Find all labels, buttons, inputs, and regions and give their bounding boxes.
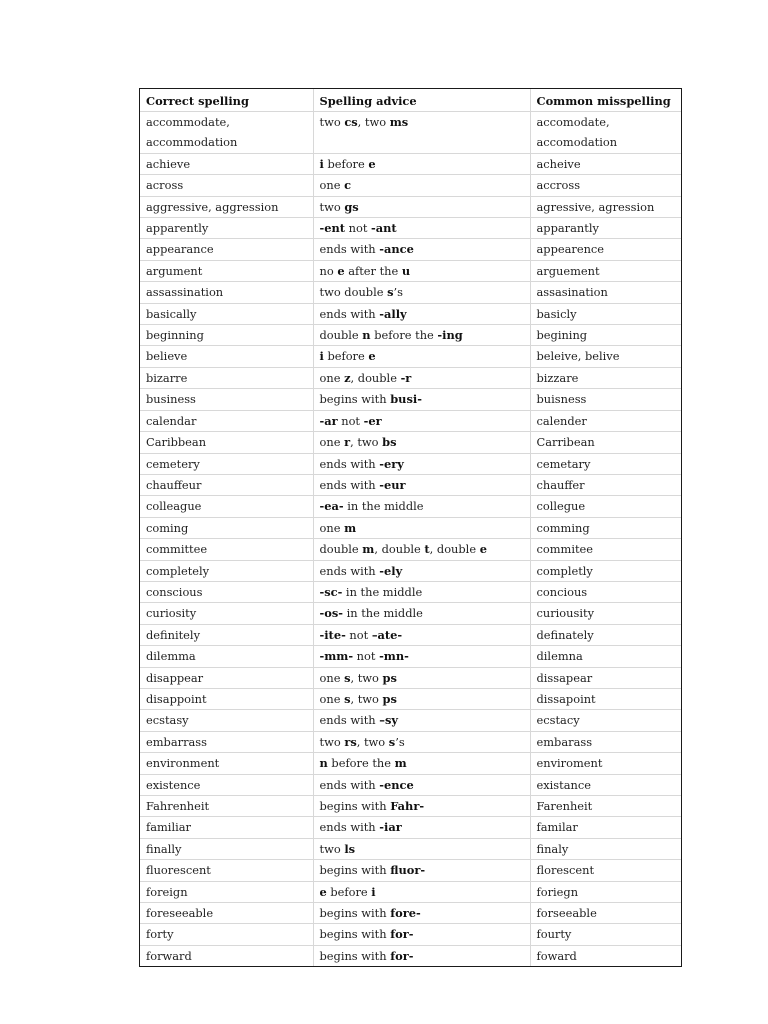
advice-text-fragment: not bbox=[345, 221, 372, 236]
table-row bbox=[140, 945, 681, 966]
cell-common-misspelling: appearence bbox=[530, 239, 681, 260]
advice-bold-fragment: m bbox=[394, 756, 407, 771]
advice-text-fragment: one bbox=[319, 370, 345, 385]
advice-text-fragment: two bbox=[319, 841, 345, 856]
cell-spelling-advice bbox=[313, 496, 530, 517]
cell-spelling-advice bbox=[313, 688, 530, 709]
table-row bbox=[140, 539, 681, 560]
advice-bold-fragment: n bbox=[319, 756, 328, 771]
advice-bold-fragment: s bbox=[387, 285, 394, 300]
cell-common-misspelling: Carribean bbox=[530, 432, 681, 453]
advice-text-fragment: before the bbox=[327, 756, 395, 771]
cell-common-misspelling: florescent bbox=[530, 860, 681, 881]
advice-text-fragment: , two bbox=[350, 670, 383, 685]
cell-correct-spelling: foreign bbox=[140, 881, 313, 902]
advice-text-fragment: ends with bbox=[319, 242, 380, 257]
cell-spelling-advice bbox=[313, 539, 530, 560]
advice-bold-fragment: -sc- bbox=[319, 584, 343, 599]
table-row bbox=[140, 881, 681, 902]
advice-bold-fragment: e bbox=[368, 349, 376, 364]
cell-correct-spelling: argument bbox=[140, 260, 313, 281]
cell-correct-spelling: colleague bbox=[140, 496, 313, 517]
cell-common-misspelling: chauffer bbox=[530, 474, 681, 495]
spelling-table-page bbox=[139, 88, 682, 967]
advice-bold-fragment: ls bbox=[344, 841, 356, 856]
cell-correct-spelling: chauffeur bbox=[140, 474, 313, 495]
advice-bold-fragment: n bbox=[362, 328, 371, 343]
advice-text-fragment: , two bbox=[350, 691, 383, 706]
advice-text-fragment: two bbox=[319, 199, 345, 214]
advice-bold-fragment: for- bbox=[390, 948, 414, 963]
cell-correct-spelling: dilemma bbox=[140, 646, 313, 667]
advice-bold-fragment: busi- bbox=[390, 392, 422, 407]
advice-text-fragment: ends with bbox=[319, 563, 380, 578]
cell-correct-spelling: curiosity bbox=[140, 603, 313, 624]
cell-spelling-advice bbox=[313, 175, 530, 196]
advice-text-fragment: double bbox=[319, 328, 363, 343]
cell-spelling-advice bbox=[313, 924, 530, 945]
cell-spelling-advice bbox=[313, 560, 530, 581]
cell-common-misspelling: fourty bbox=[530, 924, 681, 945]
cell-correct-spelling: aggressive, aggression bbox=[140, 196, 313, 217]
advice-bold-fragment: e bbox=[319, 884, 327, 899]
cell-common-misspelling: accross bbox=[530, 175, 681, 196]
table-row bbox=[140, 667, 681, 688]
cell-common-misspelling: commitee bbox=[530, 539, 681, 560]
cell-spelling-advice bbox=[313, 367, 530, 388]
advice-bold-fragment: -ar bbox=[319, 413, 338, 428]
cell-common-misspelling: dissapoint bbox=[530, 688, 681, 709]
advice-bold-fragment: e bbox=[368, 156, 376, 171]
cell-spelling-advice bbox=[313, 667, 530, 688]
advice-bold-fragment: -ing bbox=[437, 328, 463, 343]
cell-spelling-advice bbox=[313, 817, 530, 838]
cell-spelling-advice bbox=[313, 239, 530, 260]
cell-correct-spelling: assassination bbox=[140, 282, 313, 303]
advice-text-fragment: before bbox=[326, 884, 372, 899]
advice-text-fragment: begins with bbox=[319, 799, 391, 813]
cell-spelling-advice bbox=[313, 646, 530, 667]
advice-text-fragment: begins with bbox=[319, 948, 391, 963]
table-row bbox=[140, 303, 681, 324]
table-row bbox=[140, 688, 681, 709]
advice-text-fragment: one bbox=[319, 691, 345, 706]
cell-common-misspelling: apparantly bbox=[530, 218, 681, 239]
cell-spelling-advice bbox=[313, 860, 530, 881]
table-row bbox=[140, 903, 681, 924]
table-row bbox=[140, 239, 681, 260]
advice-bold-fragment: for- bbox=[390, 927, 414, 942]
cell-correct-spelling: foreseeable bbox=[140, 903, 313, 924]
cell-spelling-advice bbox=[313, 796, 530, 817]
cell-common-misspelling: arguement bbox=[530, 260, 681, 281]
table-row bbox=[140, 260, 681, 281]
advice-bold-fragment: -ance bbox=[379, 242, 414, 257]
header-correct-spelling: Correct spelling bbox=[140, 89, 313, 112]
cell-common-misspelling: collegue bbox=[530, 496, 681, 517]
table-header-row bbox=[140, 89, 681, 112]
table-row bbox=[140, 560, 681, 581]
table-row bbox=[140, 710, 681, 731]
advice-text-fragment: in the middle bbox=[342, 606, 423, 621]
cell-common-misspelling: accomodate, accomodation bbox=[530, 112, 681, 154]
advice-text-fragment: ends with bbox=[319, 777, 380, 792]
cell-correct-spelling: cemetery bbox=[140, 453, 313, 474]
advice-text-fragment: two bbox=[319, 734, 345, 749]
table-row bbox=[140, 453, 681, 474]
advice-text-fragment: , double bbox=[374, 542, 425, 557]
cell-correct-spelling: basically bbox=[140, 303, 313, 324]
advice-bold-fragment: ms bbox=[389, 115, 409, 129]
advice-bold-fragment: -er bbox=[363, 413, 382, 428]
cell-common-misspelling: ecstacy bbox=[530, 710, 681, 731]
header-common-misspelling: Common misspelling bbox=[530, 89, 681, 112]
advice-bold-fragment: -ent bbox=[319, 221, 346, 236]
cell-correct-spelling: achieve bbox=[140, 153, 313, 174]
table-row bbox=[140, 153, 681, 174]
table-row bbox=[140, 196, 681, 217]
table-row bbox=[140, 731, 681, 752]
advice-bold-fragment: Fahr- bbox=[390, 799, 425, 813]
cell-common-misspelling: cemetary bbox=[530, 453, 681, 474]
cell-common-misspelling: beleive, belive bbox=[530, 346, 681, 367]
advice-text-fragment: one bbox=[319, 178, 345, 193]
cell-correct-spelling: forty bbox=[140, 924, 313, 945]
table-row bbox=[140, 774, 681, 795]
advice-text-fragment: not bbox=[337, 413, 364, 428]
cell-spelling-advice bbox=[313, 303, 530, 324]
advice-text-fragment: after the bbox=[344, 263, 402, 278]
cell-correct-spelling: disappoint bbox=[140, 688, 313, 709]
advice-text-fragment: , double bbox=[350, 370, 401, 385]
advice-text-fragment: not bbox=[345, 627, 372, 642]
spelling-table bbox=[140, 89, 681, 966]
cell-correct-spelling: finally bbox=[140, 838, 313, 859]
header-spelling-advice: Spelling advice bbox=[313, 89, 530, 112]
cell-common-misspelling: finaly bbox=[530, 838, 681, 859]
cell-spelling-advice bbox=[313, 218, 530, 239]
advice-bold-fragment: ps bbox=[382, 670, 397, 685]
cell-common-misspelling: embarass bbox=[530, 731, 681, 752]
cell-common-misspelling: comming bbox=[530, 517, 681, 538]
table-row bbox=[140, 282, 681, 303]
advice-bold-fragment: e bbox=[479, 542, 487, 557]
table-row bbox=[140, 175, 681, 196]
cell-common-misspelling: calender bbox=[530, 410, 681, 431]
table-row bbox=[140, 346, 681, 367]
cell-correct-spelling: across bbox=[140, 175, 313, 196]
advice-bold-fragment: -ea- bbox=[319, 499, 344, 514]
advice-bold-fragment: -ite- bbox=[319, 627, 346, 642]
table-row bbox=[140, 624, 681, 645]
cell-correct-spelling: completely bbox=[140, 560, 313, 581]
cell-spelling-advice bbox=[313, 153, 530, 174]
table-row bbox=[140, 860, 681, 881]
advice-text-fragment: before the bbox=[370, 328, 438, 343]
advice-bold-fragment: –ate- bbox=[371, 627, 403, 642]
table-row bbox=[140, 838, 681, 859]
table-row bbox=[140, 218, 681, 239]
cell-common-misspelling: dissapear bbox=[530, 667, 681, 688]
advice-text-fragment: ’s bbox=[395, 734, 405, 749]
advice-text-fragment: one bbox=[319, 435, 345, 450]
cell-spelling-advice bbox=[313, 410, 530, 431]
advice-bold-fragment: -mm- bbox=[319, 649, 354, 664]
cell-spelling-advice bbox=[313, 731, 530, 752]
advice-bold-fragment: -ence bbox=[379, 777, 414, 792]
advice-text-fragment: begins with bbox=[319, 392, 391, 407]
cell-common-misspelling: definately bbox=[530, 624, 681, 645]
advice-bold-fragment: m bbox=[362, 542, 375, 557]
advice-bold-fragment: s bbox=[344, 691, 351, 706]
advice-bold-fragment: s bbox=[344, 670, 351, 685]
cell-spelling-advice bbox=[313, 282, 530, 303]
cell-correct-spelling: ecstasy bbox=[140, 710, 313, 731]
cell-spelling-advice bbox=[313, 260, 530, 281]
cell-correct-spelling: forward bbox=[146, 948, 192, 963]
cell-correct-spelling: accommodate, accommodation bbox=[140, 112, 313, 154]
advice-bold-fragment: i bbox=[319, 156, 324, 171]
advice-bold-fragment: u bbox=[401, 263, 411, 278]
advice-bold-fragment: s bbox=[388, 734, 396, 749]
advice-text-fragment: one bbox=[319, 670, 345, 685]
advice-bold-fragment: -iar bbox=[379, 820, 402, 835]
cell-correct-spelling: believe bbox=[140, 346, 313, 367]
advice-text-fragment: , two bbox=[357, 115, 390, 129]
advice-text-fragment: , two bbox=[350, 435, 383, 450]
advice-bold-fragment: -ally bbox=[379, 306, 407, 321]
table-row bbox=[140, 496, 681, 517]
advice-bold-fragment: fluor- bbox=[390, 863, 426, 878]
advice-text-fragment: before bbox=[323, 349, 369, 364]
table-row bbox=[140, 796, 681, 817]
cell-common-misspelling: begining bbox=[530, 325, 681, 346]
advice-text-fragment: no bbox=[319, 263, 338, 278]
cell-correct-spelling: beginning bbox=[140, 325, 313, 346]
advice-bold-fragment: cs bbox=[344, 115, 358, 129]
table-row bbox=[140, 517, 681, 538]
cell-common-misspelling: bizzare bbox=[530, 367, 681, 388]
advice-bold-fragment: t bbox=[424, 542, 430, 557]
advice-bold-fragment: -ant bbox=[371, 221, 397, 236]
advice-text-fragment: before bbox=[323, 156, 369, 171]
advice-bold-fragment: i bbox=[371, 884, 376, 899]
table-row bbox=[140, 603, 681, 624]
cell-spelling-advice bbox=[313, 624, 530, 645]
advice-text-fragment: , double bbox=[429, 542, 480, 557]
cell-correct-spelling: disappear bbox=[140, 667, 313, 688]
cell-correct-spelling: Fahrenheit bbox=[140, 796, 313, 817]
table-row bbox=[140, 410, 681, 431]
cell-spelling-advice bbox=[313, 945, 530, 966]
cell-correct-spelling: committee bbox=[140, 539, 313, 560]
cell-correct-spelling: business bbox=[140, 389, 313, 410]
cell-spelling-advice bbox=[313, 325, 530, 346]
table-row bbox=[140, 325, 681, 346]
table-row bbox=[140, 753, 681, 774]
advice-bold-fragment: -ely bbox=[379, 563, 403, 578]
cell-spelling-advice bbox=[313, 196, 530, 217]
table-row bbox=[140, 432, 681, 453]
cell-common-misspelling: basicly bbox=[530, 303, 681, 324]
cell-common-misspelling: foriegn bbox=[530, 881, 681, 902]
cell-spelling-advice bbox=[313, 881, 530, 902]
advice-bold-fragment: -eur bbox=[379, 477, 406, 492]
cell-common-misspelling: assasination bbox=[530, 282, 681, 303]
table-row bbox=[140, 389, 681, 410]
cell-spelling-advice bbox=[313, 774, 530, 795]
advice-bold-fragment: gs bbox=[344, 199, 359, 214]
advice-text-fragment: begins with bbox=[319, 863, 391, 878]
cell-correct-spelling: bizarre bbox=[140, 367, 313, 388]
table-row bbox=[140, 924, 681, 945]
cell-correct-spelling: embarrass bbox=[140, 731, 313, 752]
table-row bbox=[140, 112, 681, 154]
cell-correct-spelling: existence bbox=[140, 774, 313, 795]
advice-text-fragment: two bbox=[319, 115, 345, 129]
advice-text-fragment: begins with bbox=[319, 927, 391, 942]
cell-correct-spelling: appearance bbox=[140, 239, 313, 260]
advice-bold-fragment: -os- bbox=[319, 606, 343, 621]
cell-common-misspelling: enviroment bbox=[530, 753, 681, 774]
advice-bold-fragment: z bbox=[344, 370, 351, 385]
cell-spelling-advice bbox=[313, 453, 530, 474]
cell-common-misspelling: concious bbox=[530, 581, 681, 602]
advice-text-fragment: ends with bbox=[319, 477, 380, 492]
advice-text-fragment: ends with bbox=[319, 820, 380, 835]
cell-common-misspelling: curiousity bbox=[530, 603, 681, 624]
advice-bold-fragment: e bbox=[337, 263, 345, 278]
cell-correct-spelling: fluorescent bbox=[140, 860, 313, 881]
cell-correct-spelling: familiar bbox=[140, 817, 313, 838]
advice-bold-fragment: -mn- bbox=[379, 649, 409, 664]
cell-common-misspelling: acheive bbox=[530, 153, 681, 174]
advice-bold-fragment: rs bbox=[344, 734, 357, 749]
advice-text-fragment: ends with bbox=[319, 713, 380, 728]
advice-bold-fragment: i bbox=[319, 349, 324, 364]
advice-bold-fragment: -r bbox=[400, 370, 412, 385]
advice-text-fragment: ’s bbox=[393, 285, 403, 300]
table-row bbox=[140, 474, 681, 495]
cell-spelling-advice bbox=[313, 517, 530, 538]
cell-correct-spelling: conscious bbox=[140, 581, 313, 602]
cell-spelling-advice bbox=[313, 112, 530, 154]
table-row bbox=[140, 367, 681, 388]
cell-common-misspelling: foward bbox=[530, 945, 681, 966]
cell-spelling-advice bbox=[313, 432, 530, 453]
advice-bold-fragment: r bbox=[344, 435, 351, 450]
advice-bold-fragment: ps bbox=[382, 691, 397, 706]
cell-common-misspelling: familar bbox=[530, 817, 681, 838]
advice-text-fragment: begins with bbox=[319, 906, 391, 921]
cell-spelling-advice bbox=[313, 838, 530, 859]
advice-bold-fragment: bs bbox=[382, 435, 397, 450]
cell-common-misspelling: forseeable bbox=[530, 903, 681, 924]
cell-spelling-advice bbox=[313, 346, 530, 367]
cell-correct-spelling: environment bbox=[140, 753, 313, 774]
advice-bold-fragment: fore- bbox=[390, 906, 421, 921]
advice-text-fragment: ends with bbox=[319, 456, 380, 471]
table-row bbox=[140, 581, 681, 602]
cell-spelling-advice bbox=[313, 903, 530, 924]
cell-spelling-advice bbox=[313, 581, 530, 602]
cell-correct-spelling: Caribbean bbox=[140, 432, 313, 453]
advice-text-fragment: , two bbox=[356, 734, 389, 749]
cell-correct-spelling: calendar bbox=[140, 410, 313, 431]
advice-bold-fragment: m bbox=[344, 520, 357, 535]
advice-text-fragment: two double bbox=[319, 285, 388, 300]
advice-bold-fragment: –sy bbox=[379, 713, 398, 728]
advice-text-fragment: one bbox=[319, 520, 345, 535]
cell-common-misspelling: agressive, agression bbox=[530, 196, 681, 217]
advice-bold-fragment: c bbox=[344, 178, 351, 193]
cell-common-misspelling: buisness bbox=[530, 389, 681, 410]
advice-text-fragment: double bbox=[319, 542, 363, 557]
cell-common-misspelling: existance bbox=[530, 774, 681, 795]
cell-spelling-advice bbox=[313, 710, 530, 731]
cell-spelling-advice bbox=[313, 603, 530, 624]
advice-bold-fragment: -ery bbox=[379, 456, 404, 471]
advice-text-fragment: in the middle bbox=[343, 499, 424, 514]
cell-common-misspelling: dilemna bbox=[530, 646, 681, 667]
cell-spelling-advice bbox=[313, 474, 530, 495]
cell-common-misspelling: completly bbox=[530, 560, 681, 581]
cell-spelling-advice bbox=[313, 753, 530, 774]
advice-text-fragment: in the middle bbox=[342, 584, 423, 599]
cell-correct-spelling: apparently bbox=[140, 218, 313, 239]
table-row bbox=[140, 817, 681, 838]
advice-text-fragment: not bbox=[353, 649, 380, 664]
table-row bbox=[140, 646, 681, 667]
cell-correct-spelling: definitely bbox=[140, 624, 313, 645]
cell-spelling-advice bbox=[313, 389, 530, 410]
advice-text-fragment: ends with bbox=[319, 306, 380, 321]
cell-common-misspelling: Farenheit bbox=[530, 796, 681, 817]
cell-correct-spelling: coming bbox=[140, 517, 313, 538]
